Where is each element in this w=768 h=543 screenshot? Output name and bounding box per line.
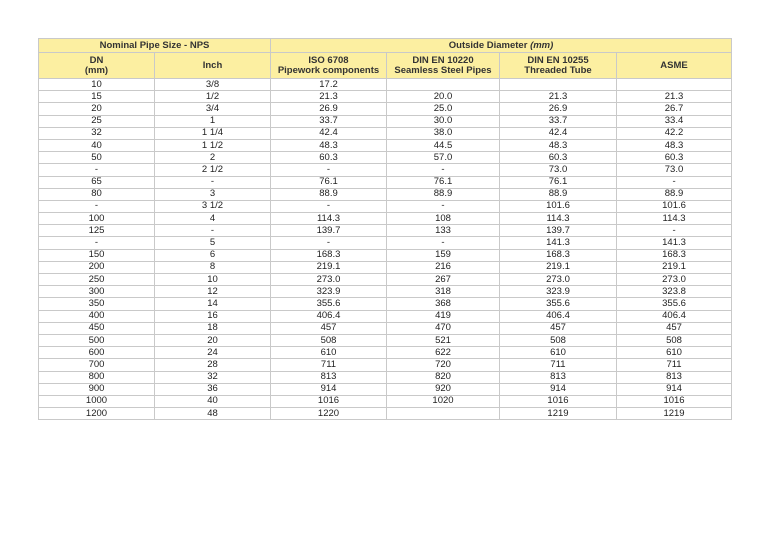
- table-row: [39, 103, 732, 115]
- asme-column-header: [617, 53, 732, 79]
- table-cell: 139.7: [500, 225, 617, 237]
- table-cell: 159: [387, 249, 500, 261]
- table-cell: 323.9: [271, 286, 387, 298]
- table-cell: 1: [155, 115, 271, 127]
- table-cell: 48.3: [617, 139, 732, 151]
- table-row: [39, 261, 732, 273]
- table-row: [39, 164, 732, 176]
- table-cell: 622: [387, 347, 500, 359]
- table-row: [39, 371, 732, 383]
- table-row: [39, 310, 732, 322]
- table-cell: 219.1: [271, 261, 387, 273]
- table-cell: -: [271, 164, 387, 176]
- column-header-line2: (mm): [84, 64, 109, 76]
- table-cell: 1 1/2: [155, 139, 271, 151]
- table-row: [39, 213, 732, 225]
- table-cell: 21.3: [271, 91, 387, 103]
- table-cell: 1/2: [155, 91, 271, 103]
- table-cell: 76.1: [387, 176, 500, 188]
- table-row: [39, 139, 732, 151]
- table-cell: -: [271, 237, 387, 249]
- group-header-row: [39, 39, 732, 53]
- table-cell: 1000: [39, 395, 155, 407]
- table-cell: 2: [155, 152, 271, 164]
- table-cell: 32: [39, 127, 155, 139]
- table-cell: 711: [500, 359, 617, 371]
- table-cell: -: [617, 176, 732, 188]
- table-cell: 368: [387, 298, 500, 310]
- table-cell: 600: [39, 347, 155, 359]
- column-header-line2: Seamless Steel Pipes: [394, 64, 492, 76]
- table-cell: 273.0: [617, 274, 732, 286]
- table-cell: 88.9: [617, 188, 732, 200]
- table-cell: 267: [387, 274, 500, 286]
- table-cell: 24: [155, 347, 271, 359]
- table-cell: 219.1: [500, 261, 617, 273]
- table-cell: 141.3: [617, 237, 732, 249]
- table-cell: 323.9: [500, 286, 617, 298]
- table-cell: 450: [39, 322, 155, 334]
- table-cell: 800: [39, 371, 155, 383]
- table-cell: 323.8: [617, 286, 732, 298]
- table-cell: 42.4: [500, 127, 617, 139]
- table-cell: 14: [155, 298, 271, 310]
- table-cell: 350: [39, 298, 155, 310]
- table-cell: 33.7: [271, 115, 387, 127]
- table-cell: 20: [39, 103, 155, 115]
- table-cell: 610: [617, 347, 732, 359]
- table-cell: 101.6: [617, 200, 732, 212]
- table-cell: 57.0: [387, 152, 500, 164]
- column-header-line2: Threaded Tube: [524, 64, 592, 76]
- table-cell: 3 1/2: [155, 200, 271, 212]
- inch-column-header: [155, 53, 271, 79]
- table-cell: -: [39, 164, 155, 176]
- table-cell: 26.9: [271, 103, 387, 115]
- table-cell: [387, 79, 500, 91]
- table-cell: [387, 408, 500, 420]
- table-cell: 28: [155, 359, 271, 371]
- table-cell: 100: [39, 213, 155, 225]
- table-cell: 76.1: [500, 176, 617, 188]
- table-cell: 355.6: [500, 298, 617, 310]
- table-cell: 60.3: [617, 152, 732, 164]
- table-cell: 273.0: [271, 274, 387, 286]
- table-cell: 400: [39, 310, 155, 322]
- table-cell: -: [387, 200, 500, 212]
- table-cell: 42.4: [271, 127, 387, 139]
- din-en-10255-column-header: [500, 53, 617, 79]
- nps-group-header: [39, 39, 271, 53]
- table-cell: 1219: [617, 408, 732, 420]
- table-cell: 3/4: [155, 103, 271, 115]
- table-cell: 521: [387, 334, 500, 346]
- table-cell: 508: [500, 334, 617, 346]
- table-row: [39, 237, 732, 249]
- table-cell: 318: [387, 286, 500, 298]
- table-cell: 88.9: [271, 188, 387, 200]
- table-row: [39, 225, 732, 237]
- column-header-line2: Pipework components: [277, 64, 380, 76]
- table-cell: 44.5: [387, 139, 500, 151]
- table-row: [39, 408, 732, 420]
- table-cell: 133: [387, 225, 500, 237]
- table-row: [39, 383, 732, 395]
- table-cell: 33.4: [617, 115, 732, 127]
- table-cell: 1020: [387, 395, 500, 407]
- table-row: [39, 188, 732, 200]
- table-cell: -: [155, 176, 271, 188]
- table-cell: 457: [500, 322, 617, 334]
- table-cell: 141.3: [500, 237, 617, 249]
- table-cell: 16: [155, 310, 271, 322]
- table-cell: 20: [155, 334, 271, 346]
- table-cell: 48.3: [271, 139, 387, 151]
- table-row: [39, 334, 732, 346]
- table-cell: 1016: [271, 395, 387, 407]
- table-cell: 50: [39, 152, 155, 164]
- table-cell: 711: [617, 359, 732, 371]
- table-cell: 4: [155, 213, 271, 225]
- table-cell: 88.9: [500, 188, 617, 200]
- table-row: [39, 176, 732, 188]
- table-cell: 25.0: [387, 103, 500, 115]
- table-cell: 470: [387, 322, 500, 334]
- table-cell: 813: [271, 371, 387, 383]
- table-cell: 108: [387, 213, 500, 225]
- table-cell: 900: [39, 383, 155, 395]
- table-cell: [617, 79, 732, 91]
- table-cell: 101.6: [500, 200, 617, 212]
- table-cell: 457: [271, 322, 387, 334]
- table-cell: 10: [155, 274, 271, 286]
- table-cell: 3: [155, 188, 271, 200]
- table-cell: 168.3: [271, 249, 387, 261]
- table-cell: 21.3: [500, 91, 617, 103]
- table-cell: 355.6: [271, 298, 387, 310]
- table-cell: 114.3: [617, 213, 732, 225]
- iso-6708-column-header: [271, 53, 387, 79]
- table-cell: 914: [617, 383, 732, 395]
- table-cell: 720: [387, 359, 500, 371]
- column-header-row: [39, 53, 732, 79]
- dn-column-header: [39, 53, 155, 79]
- din-en-10220-column-header: [387, 53, 500, 79]
- column-header-line1: DIN EN 10220: [412, 54, 474, 66]
- table-row: [39, 127, 732, 139]
- table-cell: 508: [271, 334, 387, 346]
- table-cell: 73.0: [500, 164, 617, 176]
- column-header-line1: DN: [89, 54, 104, 66]
- table-cell: 73.0: [617, 164, 732, 176]
- table-cell: 32: [155, 371, 271, 383]
- table-cell: -: [617, 225, 732, 237]
- table-cell: 1 1/4: [155, 127, 271, 139]
- table-cell: 219.1: [617, 261, 732, 273]
- column-header-line1: DIN EN 10255: [527, 54, 589, 66]
- table-cell: 60.3: [271, 152, 387, 164]
- table-cell: 48.3: [500, 139, 617, 151]
- table-cell: 15: [39, 91, 155, 103]
- table-cell: 80: [39, 188, 155, 200]
- table-cell: -: [39, 200, 155, 212]
- table-cell: [500, 79, 617, 91]
- table-cell: 250: [39, 274, 155, 286]
- table-cell: 150: [39, 249, 155, 261]
- table-cell: 406.4: [500, 310, 617, 322]
- table-row: [39, 347, 732, 359]
- table-body: [39, 79, 732, 420]
- table-cell: -: [39, 237, 155, 249]
- table-cell: 76.1: [271, 176, 387, 188]
- od-group-unit: (mm): [530, 39, 554, 51]
- table-cell: 820: [387, 371, 500, 383]
- table-cell: 21.3: [617, 91, 732, 103]
- table-cell: -: [387, 237, 500, 249]
- table-cell: 610: [500, 347, 617, 359]
- table-cell: 457: [617, 322, 732, 334]
- table-cell: 33.7: [500, 115, 617, 127]
- table-row: [39, 249, 732, 261]
- table-cell: 216: [387, 261, 500, 273]
- table-cell: 26.9: [500, 103, 617, 115]
- table-cell: -: [271, 200, 387, 212]
- table-cell: 114.3: [271, 213, 387, 225]
- table-row: [39, 115, 732, 127]
- table-cell: 139.7: [271, 225, 387, 237]
- table-cell: 273.0: [500, 274, 617, 286]
- table-cell: 1200: [39, 408, 155, 420]
- table-cell: 813: [617, 371, 732, 383]
- table-cell: 168.3: [617, 249, 732, 261]
- table-cell: 914: [500, 383, 617, 395]
- table-cell: 2 1/2: [155, 164, 271, 176]
- table-cell: -: [155, 225, 271, 237]
- table-cell: 25: [39, 115, 155, 127]
- table-cell: 40: [39, 139, 155, 151]
- table-cell: 12: [155, 286, 271, 298]
- table-row: [39, 359, 732, 371]
- column-header-line1: ASME: [660, 59, 688, 71]
- table-cell: 5: [155, 237, 271, 249]
- column-header-line1: Inch: [202, 59, 223, 71]
- table-cell: 8: [155, 261, 271, 273]
- table-cell: 48: [155, 408, 271, 420]
- table-row: [39, 200, 732, 212]
- table-cell: 1016: [617, 395, 732, 407]
- table-cell: 38.0: [387, 127, 500, 139]
- table-cell: 200: [39, 261, 155, 273]
- table-row: [39, 79, 732, 91]
- table-cell: 88.9: [387, 188, 500, 200]
- table-cell: 114.3: [500, 213, 617, 225]
- table-cell: 60.3: [500, 152, 617, 164]
- table-cell: 813: [500, 371, 617, 383]
- table-cell: 419: [387, 310, 500, 322]
- table-row: [39, 298, 732, 310]
- table-cell: 10: [39, 79, 155, 91]
- table-cell: 711: [271, 359, 387, 371]
- pipe-size-table: [38, 38, 732, 420]
- table-cell: 40: [155, 395, 271, 407]
- table-header: [39, 39, 732, 79]
- table-cell: 300: [39, 286, 155, 298]
- table-cell: 1220: [271, 408, 387, 420]
- table-cell: 42.2: [617, 127, 732, 139]
- table-cell: 406.4: [617, 310, 732, 322]
- table-cell: 20.0: [387, 91, 500, 103]
- table-row: [39, 152, 732, 164]
- table-row: [39, 91, 732, 103]
- od-group-label: Outside Diameter: [448, 39, 528, 51]
- table-cell: 125: [39, 225, 155, 237]
- table-cell: 30.0: [387, 115, 500, 127]
- table-row: [39, 322, 732, 334]
- od-group-header: [271, 39, 732, 53]
- table-row: [39, 274, 732, 286]
- table-cell: 17.2: [271, 79, 387, 91]
- table-cell: 168.3: [500, 249, 617, 261]
- table-cell: 26.7: [617, 103, 732, 115]
- table-cell: 65: [39, 176, 155, 188]
- table-cell: 700: [39, 359, 155, 371]
- table-cell: 3/8: [155, 79, 271, 91]
- table-cell: 1016: [500, 395, 617, 407]
- table-cell: 920: [387, 383, 500, 395]
- table-cell: 1219: [500, 408, 617, 420]
- table-cell: 500: [39, 334, 155, 346]
- table-row: [39, 395, 732, 407]
- table-cell: 6: [155, 249, 271, 261]
- table-row: [39, 286, 732, 298]
- table-cell: -: [387, 164, 500, 176]
- table-cell: 508: [617, 334, 732, 346]
- table-cell: 355.6: [617, 298, 732, 310]
- table-cell: 610: [271, 347, 387, 359]
- table-cell: 406.4: [271, 310, 387, 322]
- column-header-line1: ISO 6708: [308, 54, 349, 66]
- table-cell: 18: [155, 322, 271, 334]
- table-cell: 914: [271, 383, 387, 395]
- nps-group-label: Nominal Pipe Size - NPS: [99, 39, 210, 51]
- table-cell: 36: [155, 383, 271, 395]
